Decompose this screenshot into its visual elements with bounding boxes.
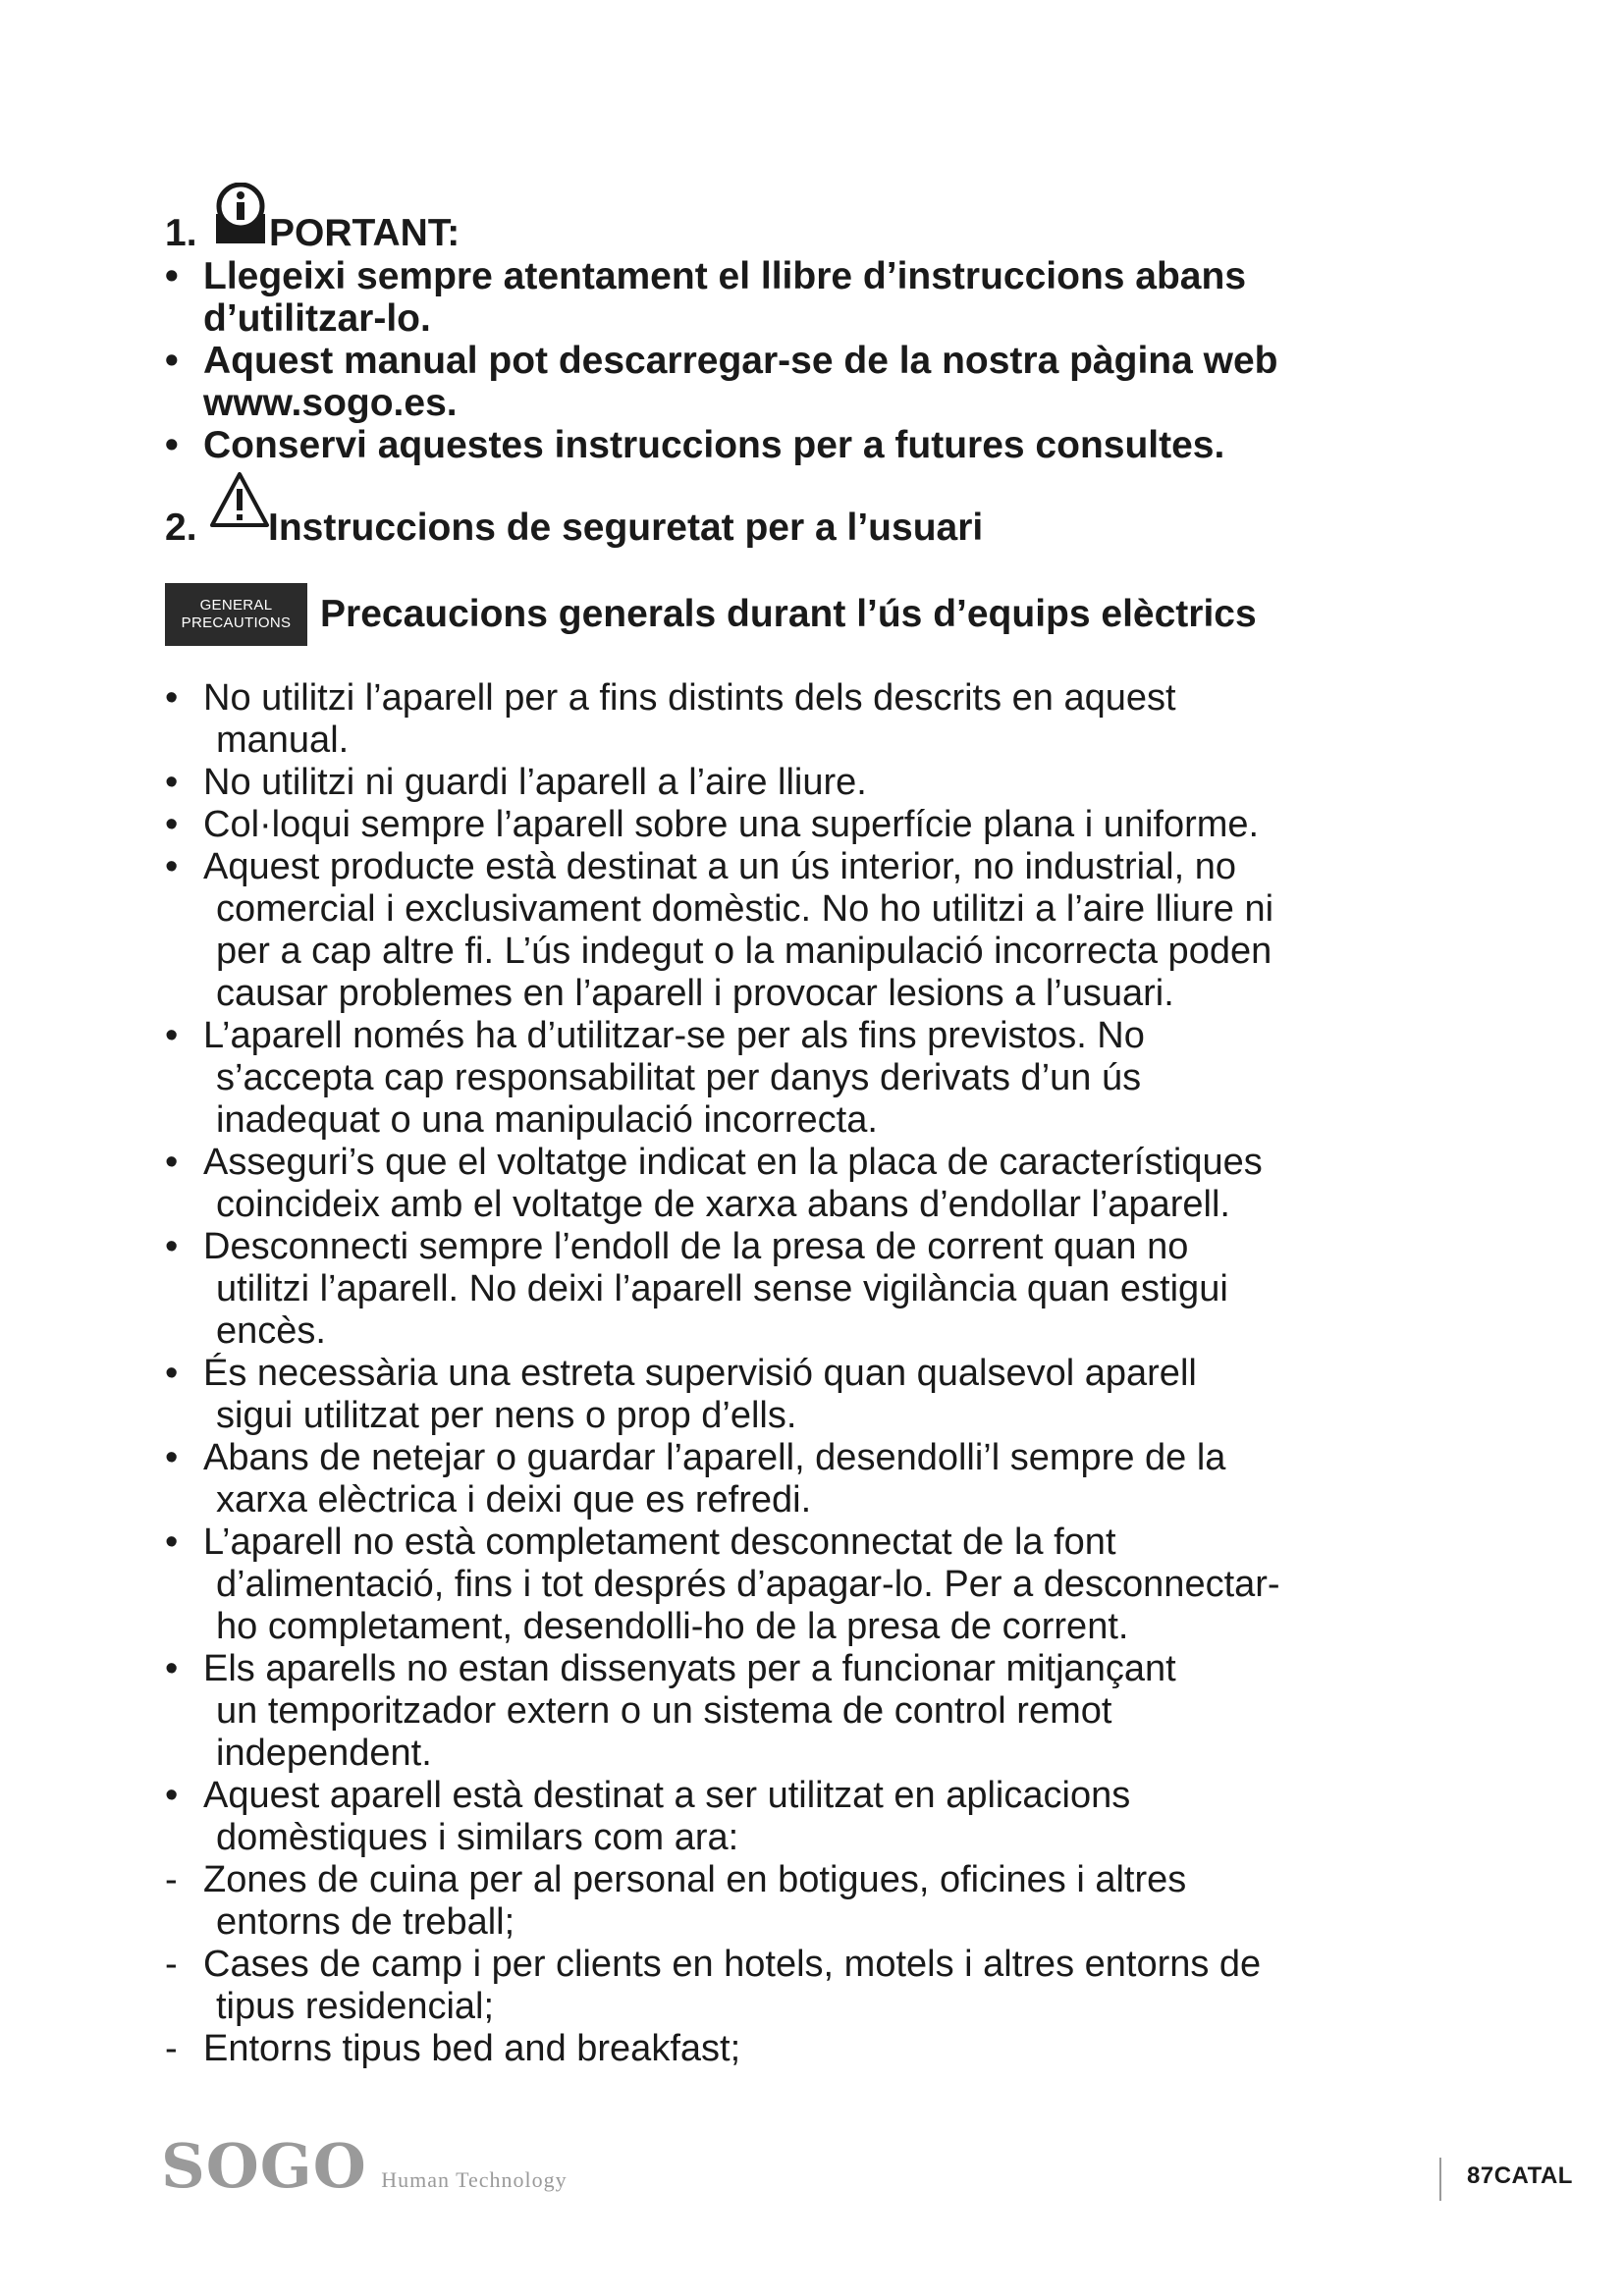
list-item-line: Aquest aparell està destinat a ser utilitzat en aplicacions [203, 1775, 1131, 1816]
badge-line: PRECAUTIONS [181, 614, 292, 631]
bullet: • [165, 1353, 179, 1394]
brand-logo [161, 2130, 568, 2202]
list-item-line: Aquest manual pot descarregar-se de la nostra pàgina web [203, 340, 1278, 382]
bullet: • [165, 1226, 179, 1267]
section-1-title: PORTANT: [269, 212, 460, 254]
list-item [165, 1353, 1520, 1437]
bullet: • [165, 1142, 179, 1183]
list-item-line: entorns de treball; [216, 1901, 515, 1943]
list-item-line: causar problemes en l’aparell i provocar lesions a l’usuari. [216, 973, 1174, 1014]
badge-line: GENERAL [199, 597, 273, 614]
logo-wordmark: SOGO [161, 2130, 367, 2202]
list-item [165, 424, 1520, 466]
warning-triangle-icon [209, 471, 270, 528]
bullet: • [165, 804, 179, 845]
list-item-line: xarxa elèctrica i deixi que es refredi. [216, 1479, 812, 1521]
list-item [165, 340, 1520, 424]
precautions-list [165, 677, 1520, 2070]
list-item-line: coincideix amb el voltatge de xarxa abans d’endollar l’aparell. [216, 1184, 1230, 1225]
list-item-line: ho completament, desendolli-ho de la presa de corrent. [216, 1606, 1129, 1647]
list-item-line: Cases de camp i per clients en hotels, motels i altres entorns de [203, 1944, 1262, 1985]
list-item [165, 1437, 1520, 1522]
list-item-line: inadequat o una manipulació incorrecta. [216, 1099, 878, 1141]
list-item-line: utilitzi l’aparell. No deixi l’aparell sense vigilància quan estigui [216, 1268, 1228, 1309]
list-item-line: És necessària una estreta supervisió quan qualsevol aparell [203, 1353, 1197, 1394]
page-number: 87CATAL [1467, 2163, 1573, 2189]
list-item-line: L’aparell només ha d’utilitzar-se per als fins previstos. No [203, 1015, 1145, 1056]
bullet: - [165, 1859, 178, 1900]
footer-divider [1439, 2158, 1441, 2201]
bullet: • [165, 1522, 179, 1563]
list-item-line: No utilitzi l’aparell per a fins distints dels descrits en aquest [203, 677, 1176, 719]
bullet: - [165, 2028, 178, 2069]
list-item [165, 1015, 1520, 1142]
list-item-line: d’utilitzar-lo. [203, 297, 431, 340]
section-2-heading [165, 507, 984, 549]
list-item [165, 804, 1520, 846]
list-item-line: Desconnecti sempre l’endoll de la presa de corrent quan no [203, 1226, 1189, 1267]
website-url: www.sogo.es. [203, 382, 458, 424]
list-item [165, 1226, 1520, 1353]
general-precautions-badge [165, 583, 307, 646]
bullet: - [165, 1944, 178, 1985]
list-item-line: Els aparells no estan dissenyats per a funcionar mitjançant [203, 1648, 1176, 1689]
info-circle-icon [214, 183, 267, 245]
list-item-line: L’aparell no està completament desconnectat de la font [203, 1522, 1116, 1563]
bullet: • [165, 340, 179, 382]
section-1-heading [165, 212, 460, 254]
list-item-line: domèstiques i similars com ara: [216, 1817, 739, 1858]
list-item-line: Llegeixi sempre atentament el llibre d’instruccions abans [203, 255, 1247, 297]
bullet: • [165, 1775, 179, 1816]
list-item-line: encès. [216, 1310, 326, 1352]
list-item [165, 1142, 1520, 1226]
bullet: • [165, 846, 179, 887]
list-item [165, 255, 1520, 340]
list-item-line: Abans de netejar o guardar l’aparell, desendolli’l sempre de la [203, 1437, 1226, 1478]
list-item [165, 1859, 1520, 1944]
list-item-line: sigui utilitzat per nens o prop d’ells. [216, 1395, 797, 1436]
list-item-line: un temporitzador extern o un sistema de control remot [216, 1690, 1112, 1732]
bullet: • [165, 424, 179, 466]
list-item-line: Conservi aquestes instruccions per a futures consultes. [203, 424, 1225, 466]
list-item [165, 2028, 1520, 2070]
list-item [165, 846, 1520, 1015]
list-item [165, 762, 1520, 804]
list-item-line: s’accepta cap responsabilitat per danys derivats d’un ús [216, 1057, 1142, 1098]
bullet: • [165, 1648, 179, 1689]
logo-tagline: Human Technology [381, 2167, 568, 2192]
list-item [165, 1944, 1520, 2028]
general-precautions-title: Precaucions generals durant l’ús d’equips elèctrics [320, 593, 1257, 635]
list-item-line: per a cap altre fi. L’ús indegut o la manipulació incorrecta poden [216, 931, 1272, 972]
section-2-number: 2. [165, 507, 197, 549]
important-list [165, 255, 1520, 466]
bullet: • [165, 255, 179, 297]
section-1-number: 1. [165, 212, 197, 254]
list-item-line: Entorns tipus bed and breakfast; [203, 2028, 741, 2069]
list-item [165, 1775, 1520, 1859]
list-item-line: manual. [216, 720, 350, 761]
bullet: • [165, 762, 179, 803]
list-item-line: independent. [216, 1733, 432, 1774]
bullet: • [165, 1015, 179, 1056]
list-item [165, 677, 1520, 762]
list-item-line: comercial i exclusivament domèstic. No ho utilitzi a l’aire lliure ni [216, 888, 1274, 930]
list-item-line: No utilitzi ni guardi l’aparell a l’aire lliure. [203, 762, 867, 803]
list-item-line: d’alimentació, fins i tot després d’apagar-lo. Per a desconnectar- [216, 1564, 1280, 1605]
list-item-line: Zones de cuina per al personal en botigues, oficines i altres [203, 1859, 1187, 1900]
list-item [165, 1648, 1520, 1775]
bullet: • [165, 677, 179, 719]
list-item-line: Asseguri’s que el voltatge indicat en la placa de característiques [203, 1142, 1263, 1183]
bullet: • [165, 1437, 179, 1478]
list-item-line: Aquest producte està destinat a un ús interior, no industrial, no [203, 846, 1236, 887]
list-item-line: tipus residencial; [216, 1986, 495, 2027]
section-2-title: Instruccions de seguretat per a l’usuari [268, 507, 984, 549]
list-item [165, 1522, 1520, 1648]
list-item-line: Col·loqui sempre l’aparell sobre una superfície plana i uniforme. [203, 804, 1260, 845]
